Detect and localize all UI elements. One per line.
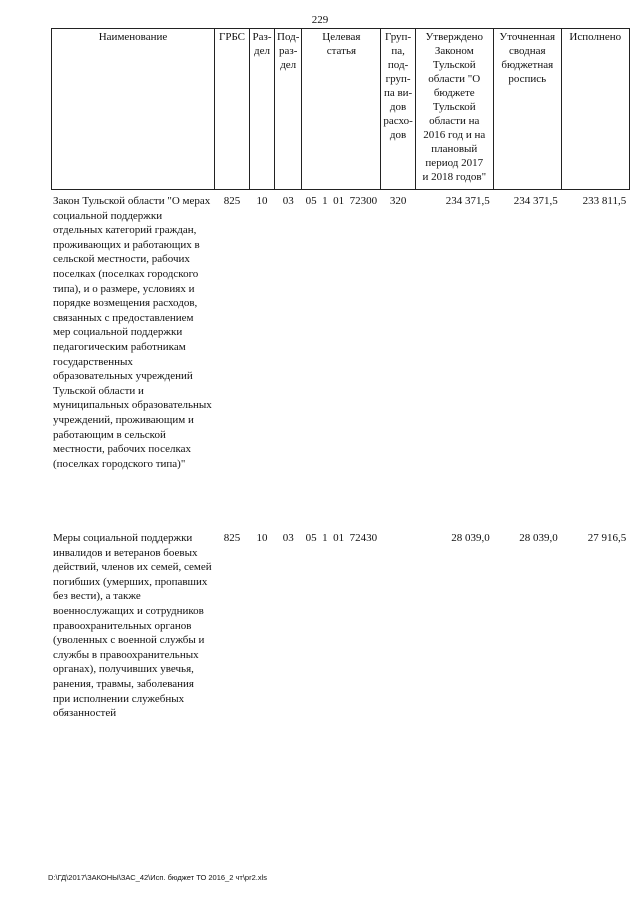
row-approved: 28 039,0 [451, 532, 490, 544]
row-executed: 233 811,5 [582, 195, 627, 207]
page-number: 229 [311, 14, 329, 26]
table-row [52, 530, 630, 732]
header-target: Целевая статья [302, 29, 381, 190]
row-grbs: 825 [223, 195, 241, 207]
header-refined: Уточненная сводная бюджетная роспись [493, 29, 561, 190]
header-name: Наименование [52, 29, 215, 190]
table-row [52, 190, 630, 531]
row-target: 05 1 01 72300 [305, 195, 378, 207]
footer-file-path: D:\ГД\2017\ЗАКОНЫ\ЗАС_42\Исп. бюджет ТО 2016_2 чт\pr2.xls [48, 873, 267, 882]
row-approved: 234 371,5 [445, 195, 490, 207]
row-razdel: 10 [256, 195, 268, 207]
budget-table [51, 28, 630, 732]
row-group [381, 530, 415, 732]
header-razdel: Раз- дел [250, 29, 275, 190]
header-executed: Исполнено [561, 29, 629, 190]
header-grbs: ГРБС [215, 29, 250, 190]
row-target: 05 1 01 72430 [305, 532, 378, 544]
row-razdel: 10 [256, 532, 268, 544]
row-podrazdel: 03 [282, 532, 294, 544]
row-refined: 234 371,5 [513, 195, 558, 207]
row-grbs: 825 [223, 532, 241, 544]
row-name: Меры социальной поддержки инвалидов и ветеранов боевых действий, членов их семей, семей погибших (умерших, пропавших без вести), а также военнослужащих и сотрудников правоохранительных органов (уволенных с военной службы и службы в правоохранительных органах), получивших увечья, ранения, травмы, заболевания при исполнении служебных обязанностей [53, 532, 212, 720]
row-name: Закон Тульской области "О мерах социальной поддержки отдельных категорий граждан, проживающих и работающих в сельской местности, рабочих поселках (поселках городского типа), и о размере, условиях и порядке возмещения расходов, связанных с предоставлением мер социальной поддержки педагогическим работникам государственных образовательных учреждений Тульской области и муниципальных образовательных учреждений, проживающим и работающим в сельской местности, рабочих поселках (поселках городского типа)" [53, 195, 212, 470]
header-approved: Утверждено Законом Тульской области "О бюджете Тульской области на 2016 год и на плановый период 2017 и 2018 годов" [415, 29, 493, 190]
header-group: Груп- па, под- груп- па ви- дов расхо- дов [381, 29, 415, 190]
row-refined: 28 039,0 [519, 532, 558, 544]
row-group: 320 [389, 195, 407, 207]
table-header-row [52, 29, 630, 190]
header-podrazdel: Под- раз- дел [275, 29, 302, 190]
row-podrazdel: 03 [282, 195, 294, 207]
row-executed: 27 916,5 [587, 532, 627, 544]
